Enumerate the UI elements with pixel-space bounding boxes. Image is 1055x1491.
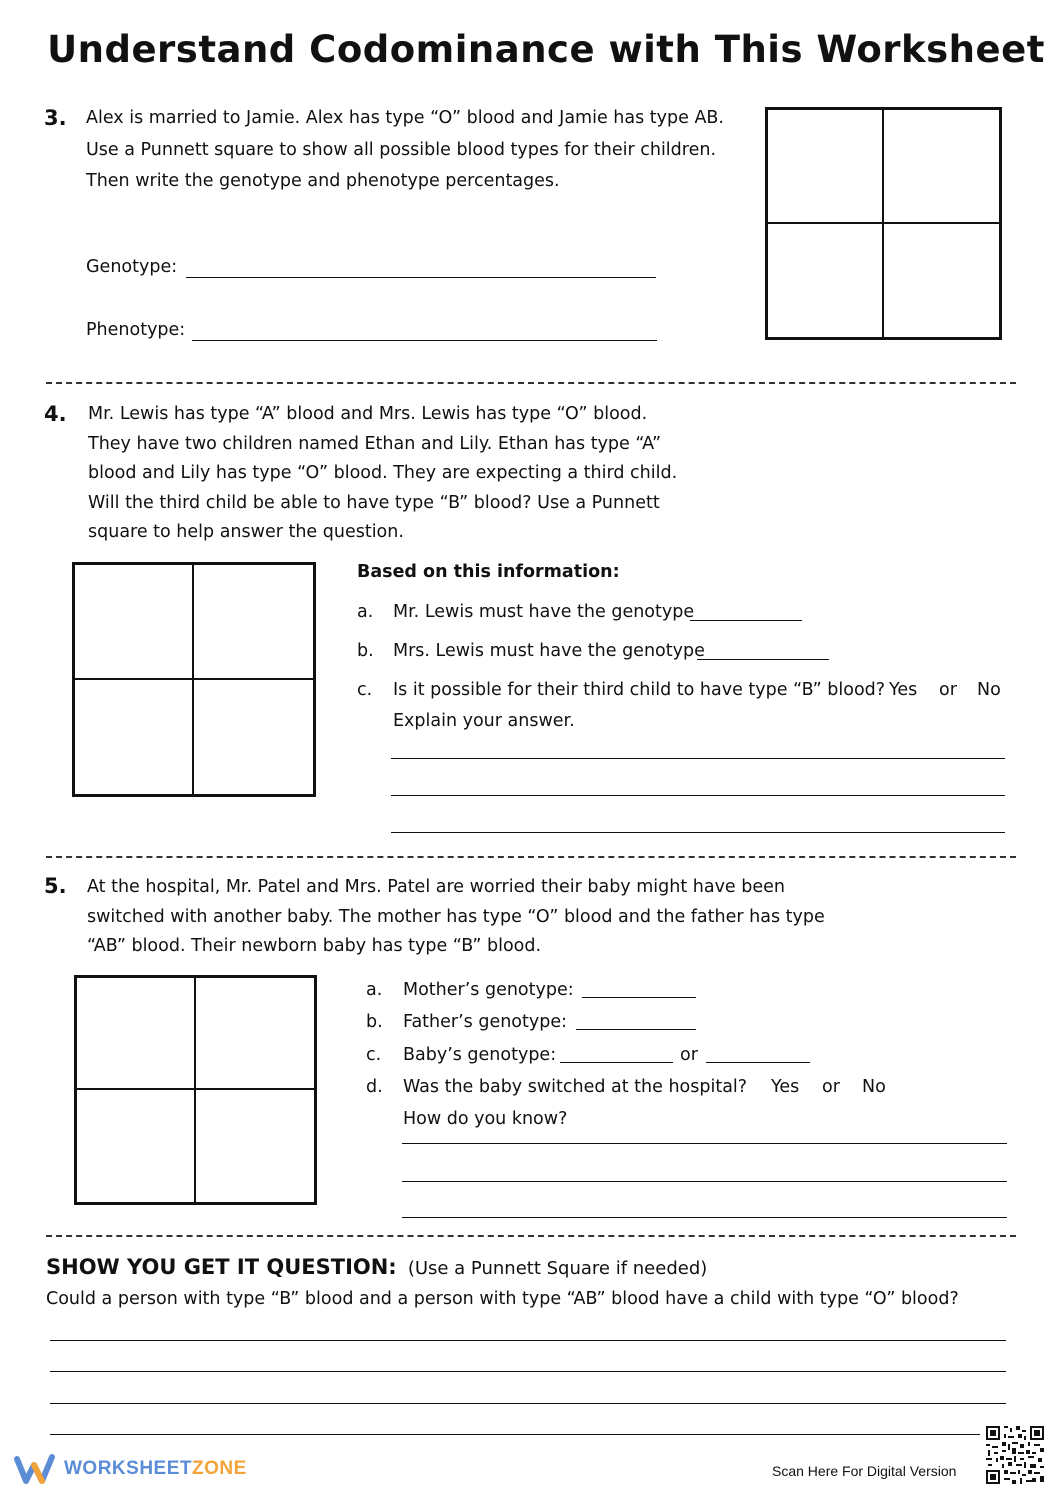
scan-text: Scan Here For Digital Version xyxy=(772,1463,957,1479)
q5-c-answer-line-2[interactable] xyxy=(706,1062,810,1063)
q5-b-text: Father’s genotype: xyxy=(403,1012,568,1032)
punnett-square-q3[interactable] xyxy=(765,107,1002,340)
show-answer-line[interactable] xyxy=(50,1434,980,1435)
punnett-cell[interactable] xyxy=(768,224,884,338)
punnett-cell[interactable] xyxy=(884,110,1000,224)
question-5-text xyxy=(87,873,847,962)
punnett-cell[interactable] xyxy=(194,565,313,680)
q4-or-text: or xyxy=(939,680,957,700)
q4-a-letter: a. xyxy=(357,602,374,622)
q5-or-text: or xyxy=(822,1077,840,1097)
question-3-line: Alex is married to Jamie. Alex has type “O” blood and Jamie has type AB. xyxy=(86,108,724,128)
q5-c-letter: c. xyxy=(366,1045,382,1065)
q5-a-text: Mother’s genotype: xyxy=(403,980,574,1000)
q5-explain-line[interactable] xyxy=(402,1143,1007,1144)
show-answer-line[interactable] xyxy=(50,1340,1006,1341)
q4-c-text: Is it possible for their third child to have type “B” blood? xyxy=(393,680,886,700)
question-3-number: 3. xyxy=(44,106,67,130)
q4-explain-label: Explain your answer. xyxy=(393,711,575,731)
show-question-heading: SHOW YOU GET IT QUESTION: xyxy=(46,1255,397,1279)
question-3-line: Then write the genotype and phenotype percentages. xyxy=(86,171,560,191)
section-divider xyxy=(46,382,1016,384)
show-question-header xyxy=(46,1255,707,1279)
question-4-line: Will the third child be able to have type “B” blood? Use a Punnett xyxy=(88,492,660,513)
genotype-answer-line[interactable] xyxy=(186,277,656,278)
brand-part-1: WORKSHEET xyxy=(64,1458,192,1479)
q4-a-answer-line[interactable] xyxy=(690,620,802,621)
q5-d-letter: d. xyxy=(366,1077,383,1097)
q5-b-letter: b. xyxy=(366,1012,383,1032)
genotype-label: Genotype: xyxy=(86,257,178,277)
question-4-line: blood and Lily has type “O” blood. They are expecting a third child. xyxy=(88,463,678,483)
q4-explain-line[interactable] xyxy=(391,758,1005,759)
punnett-square-q4[interactable] xyxy=(72,562,316,797)
phenotype-answer-line[interactable] xyxy=(192,340,657,341)
q4-b-answer-line[interactable] xyxy=(697,659,829,660)
based-on-info-heading: Based on this information: xyxy=(357,562,620,582)
show-question-text: Could a person with type “B” blood and a person with type “AB” blood have a child with type “O” blood? xyxy=(46,1289,959,1309)
q5-c-answer-line-1[interactable] xyxy=(560,1062,673,1063)
question-3-line: Use a Punnett square to show all possible blood types for their children. xyxy=(86,139,717,160)
q5-how-label: How do you know? xyxy=(403,1109,568,1129)
q4-explain-line[interactable] xyxy=(391,795,1005,796)
question-4-text xyxy=(88,400,728,548)
q5-c-or-text: or xyxy=(680,1045,698,1065)
q4-explain-line[interactable] xyxy=(391,832,1005,833)
q5-c-text: Baby’s genotype: xyxy=(403,1045,557,1065)
page-title: Understand Codominance with This Worksheet xyxy=(47,28,1045,71)
punnett-square-q5[interactable] xyxy=(74,975,317,1205)
punnett-cell[interactable] xyxy=(77,978,196,1090)
show-question-subtext: (Use a Punnett Square if needed) xyxy=(407,1258,708,1279)
q4-yes-option[interactable]: Yes xyxy=(889,680,918,700)
show-answer-line[interactable] xyxy=(50,1371,1006,1372)
question-5-line: switched with another baby. The mother has type “O” blood and the father has type xyxy=(87,906,825,927)
q5-b-answer-line[interactable] xyxy=(576,1029,696,1030)
question-5-number: 5. xyxy=(44,874,67,898)
punnett-cell[interactable] xyxy=(75,680,194,795)
q5-yes-option[interactable]: Yes xyxy=(771,1077,800,1097)
q5-explain-line[interactable] xyxy=(402,1181,1007,1182)
question-4-line: They have two children named Ethan and Lily. Ethan has type “A” xyxy=(88,433,662,454)
phenotype-label: Phenotype: xyxy=(86,320,186,340)
question-5-line: “AB” blood. Their newborn baby has type “B” blood. xyxy=(87,936,542,956)
punnett-cell[interactable] xyxy=(194,680,313,795)
q4-b-text: Mrs. Lewis must have the genotype xyxy=(393,641,705,661)
punnett-cell[interactable] xyxy=(884,224,1000,338)
q4-no-option[interactable]: No xyxy=(977,680,1001,700)
punnett-cell[interactable] xyxy=(196,978,315,1090)
question-5-line: At the hospital, Mr. Patel and Mrs. Patel are worried their baby might have been xyxy=(87,877,785,897)
q4-b-letter: b. xyxy=(357,641,374,661)
q5-a-letter: a. xyxy=(366,980,383,1000)
question-4-line: square to help answer the question. xyxy=(88,522,404,542)
q5-a-answer-line[interactable] xyxy=(582,997,696,998)
qr-code-icon[interactable] xyxy=(984,1424,1046,1486)
brand-part-2: ZONE xyxy=(192,1458,247,1479)
worksheetzone-logo-icon xyxy=(14,1454,58,1486)
section-divider xyxy=(46,856,1016,858)
q4-c-letter: c. xyxy=(357,680,373,700)
punnett-cell[interactable] xyxy=(75,565,194,680)
punnett-cell[interactable] xyxy=(768,110,884,224)
punnett-cell[interactable] xyxy=(196,1090,315,1202)
q5-d-text: Was the baby switched at the hospital? xyxy=(403,1077,748,1097)
q5-no-option[interactable]: No xyxy=(862,1077,886,1097)
q5-explain-line[interactable] xyxy=(402,1217,1007,1218)
show-answer-line[interactable] xyxy=(50,1403,1006,1404)
punnett-cell[interactable] xyxy=(77,1090,196,1202)
section-divider xyxy=(46,1235,1016,1237)
question-3-text xyxy=(86,104,756,197)
brand-wordmark[interactable] xyxy=(64,1458,247,1480)
q4-a-text: Mr. Lewis must have the genotype xyxy=(393,602,695,622)
question-4-number: 4. xyxy=(44,402,67,426)
question-4-line: Mr. Lewis has type “A” blood and Mrs. Lewis has type “O” blood. xyxy=(88,404,648,424)
